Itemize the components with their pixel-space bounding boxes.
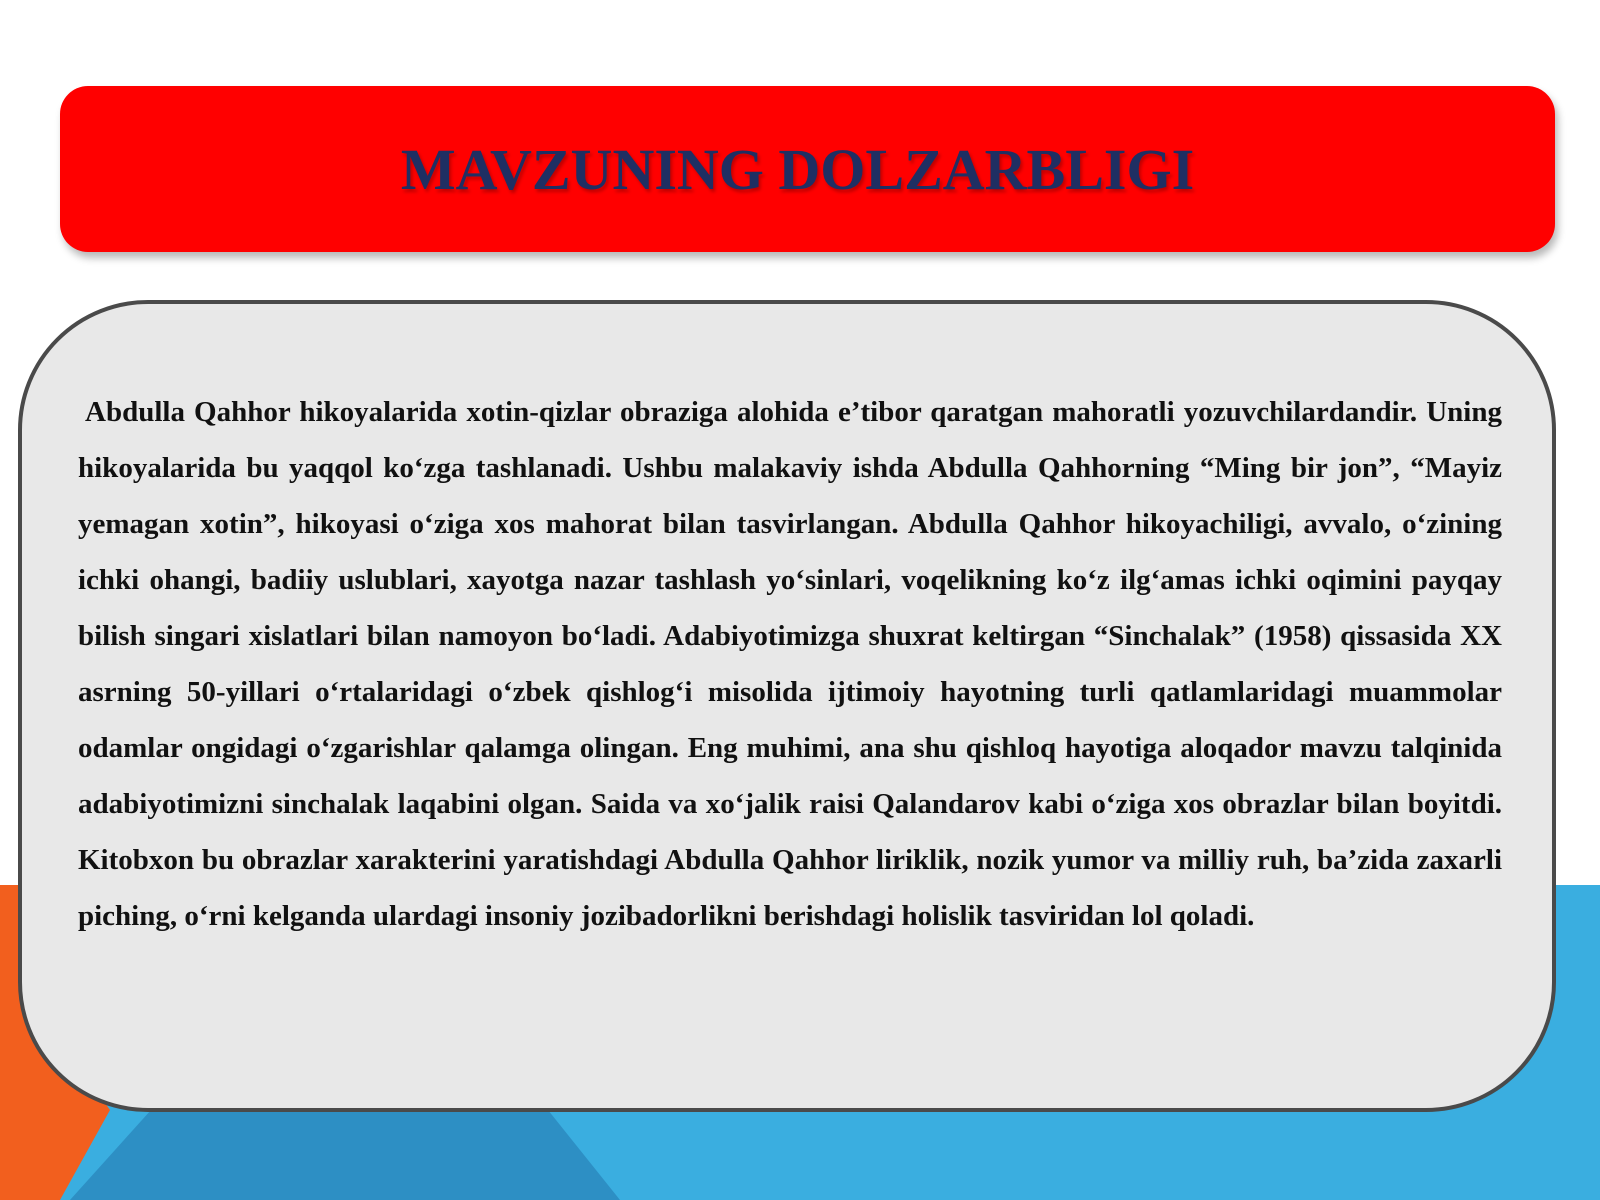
content-panel [18, 300, 1556, 1112]
title-banner [60, 86, 1555, 252]
slide-title: MAVZUNING DOLZARBLIGI [400, 136, 1195, 202]
body-paragraph: Abdulla Qahhor hikoyalarida xotin-qizlar obraziga alohida e’tibor qaratgan mahoratli yozuvchilardandir. Uning hikoyalarida bu yaqqol ko‘zga tashlanadi. Ushbu malakaviy ishda Abdulla Qahhorning “Ming bir jon”, “Mayiz yemagan xotin”, hikoyasi o‘ziga xos mahorat bilan tasvirlangan. Abdulla Qahhor hikoyachiligi, avvalo, o‘zining ichki ohangi, badiiy uslublari, xayotga nazar tashlash yo‘sinlari, voqelikning ko‘z ilg‘amas ichki oqimini payqay bilish singari xislatlari bilan namoyon bo‘ladi. Adabiyotimizga shuxrat keltirgan “Sinchalak” (1958) qissasida XX asrning 50-yillari o‘rtalaridagi o‘zbek qishlog‘i misolida ijtimoiy hayotning turli qatlamlaridagi muammolar odamlar ongidagi o‘zgarishlar qalamga olingan. Eng muhimi, ana shu qishloq hayotiga aloqador mavzu talqinida adabiyotimizni sinchalak laqabini olgan. Saida va xo‘jalik raisi Qalandarov kabi o‘ziga xos obrazlar bilan boyitdi. Kitobxon bu obrazlar xarakterini yaratishdagi Abdulla Qahhor liriklik, nozik yumor va milliy ruh, ba’zida zaxarli piching, o‘rni kelganda ulardagi insoniy jozibadorlikni berishdagi holislik tasviridan lol qoladi. [78, 396, 1502, 932]
dark-blue-band-shape [70, 1100, 620, 1200]
